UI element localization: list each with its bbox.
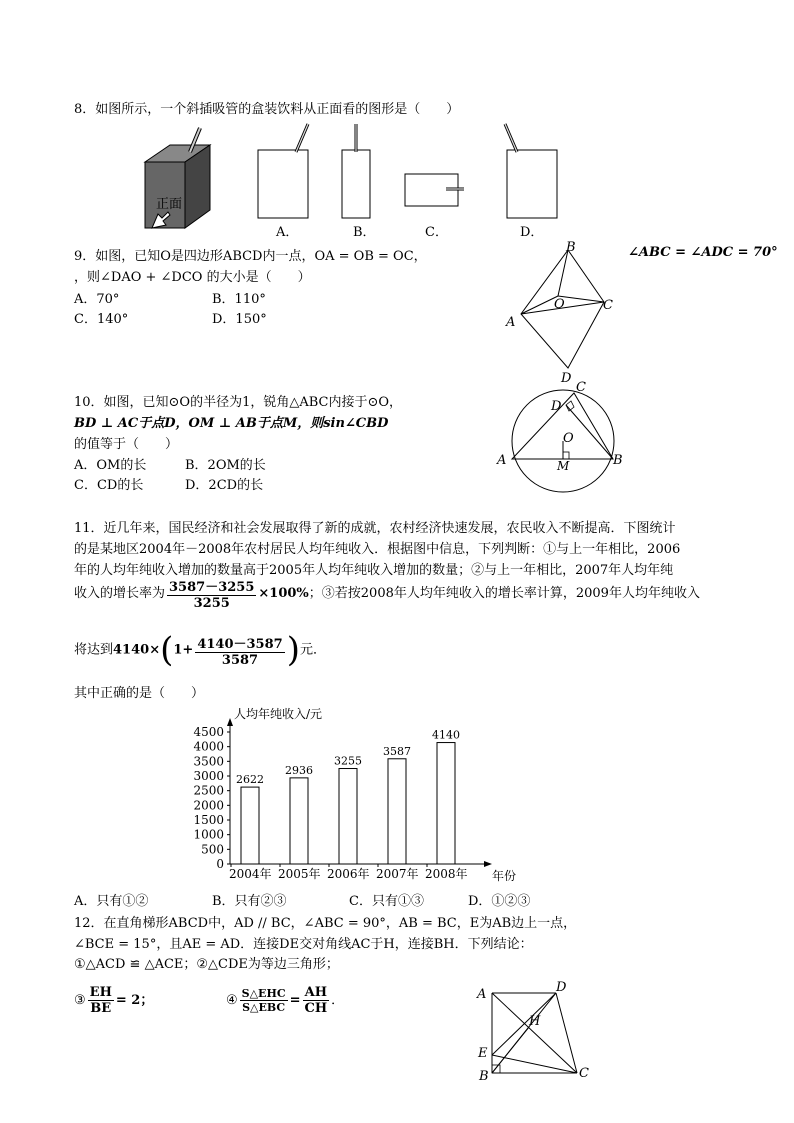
q11-line1: 11．近几年来，国民经济和社会发展取得了新的成就，农村经济快速发展，农民收入不断提高．下图统计 (74, 521, 676, 536)
svg-text:M: M (557, 459, 570, 473)
category-label-2007年: 2007年 (376, 867, 419, 881)
q8-stem: 8．如图所示，一个斜插吸管的盒装饮料从正面看的图形是（ ） (74, 102, 460, 117)
q11-line6: 其中正确的是（ ） (74, 686, 205, 701)
category-label-2006年: 2006年 (327, 867, 370, 881)
svg-text:C: C (603, 298, 613, 313)
q10-line3: 的值等于（ ） (74, 437, 179, 452)
svg-text:A: A (477, 987, 487, 1002)
svg-text:C: C (579, 1066, 589, 1081)
q11-option-d: D．①②③ (468, 894, 531, 909)
q8-option-b: B． (353, 225, 376, 240)
q9-angle-condition: ∠ABC = ∠ADC = 70° (628, 245, 778, 260)
svg-text:C: C (576, 380, 586, 395)
data-label-2004年: 2622 (236, 773, 264, 787)
q10-line1: 10．如图，已知⊙O的半径为1，锐角△ABC内接于⊙O， (74, 395, 403, 410)
svg-text:D: D (551, 399, 562, 414)
category-label-2004年: 2004年 (229, 867, 272, 881)
q10-option-c: C．CD的长 (74, 478, 144, 493)
q12-line2: ∠BCE = 15°，且AE = AD．连接DE交对角线AC于H，连接BH．下列结论： (74, 937, 533, 952)
category-label-2008年: 2008年 (425, 867, 468, 881)
q11-option-c: C．只有①③ (349, 894, 424, 909)
y-tick-label-500: 500 (201, 842, 224, 857)
q12-conclusion-3: ③ $\frac{EH}{BE}$ = 2； (74, 985, 154, 1016)
svg-text:A: A (506, 315, 516, 330)
q11-line4: 收入的增长率为 $\frac{3587-3255}{3255}$ ×100%；③若按2008年人均年纯收入的增长率计算，2009年人均年纯收入 (74, 576, 700, 611)
y-tick-label-2500: 2500 (193, 783, 224, 798)
q12-conclusion-4: ④ $\frac{\text{S△EHC}}{\text{S△EBC}}$ = $\frac{AH}{CH}$ ． (226, 985, 345, 1016)
q11-line5: 将达到4140×(1+ $\frac{4140-3587}{3587}$ )元． (74, 630, 326, 670)
y-tick-label-2000: 2000 (193, 798, 224, 813)
svg-text:A: A (497, 453, 507, 468)
q9-option-c: C．140° (74, 312, 129, 327)
data-label-2007年: 3587 (383, 744, 411, 758)
svg-text:B: B (613, 453, 623, 468)
q8-option-a: A． (276, 225, 299, 240)
svg-text:O: O (554, 297, 565, 312)
q10-line2: BD ⊥ AC于点D，OM ⊥ AB于点M，则sin∠CBD (74, 416, 389, 431)
q9-option-d: D．150° (212, 312, 267, 327)
svg-text:D: D (561, 371, 572, 386)
y-tick-label-4000: 4000 (193, 739, 224, 754)
q9-line1: 9．如图，已知O是四边形ABCD内一点，OA = OB = OC， (74, 249, 427, 264)
q12-line3: ①△ACD ≌ △ACE；②△CDE为等边三角形； (74, 957, 339, 972)
q9-option-b: B．110° (212, 292, 266, 307)
svg-text:H: H (529, 1014, 541, 1029)
svg-text:O: O (563, 431, 574, 446)
x-axis-label: 年份 (492, 869, 517, 883)
data-label-2005年: 2936 (285, 763, 313, 777)
chart-title: 人均年纯收入/元 (234, 707, 323, 721)
y-tick-label-3500: 3500 (193, 754, 224, 769)
q11-option-b: B．只有②③ (212, 894, 287, 909)
q8-option-c: C． (425, 225, 448, 240)
y-tick-label-0: 0 (216, 857, 224, 871)
svg-text:E: E (478, 1046, 488, 1061)
svg-text:B: B (566, 240, 576, 255)
svg-text:D: D (556, 980, 567, 995)
q11-line3: 年的人均年纯收入增加的数量高于2005年人均年纯收入增加的数量；②与上一年相比，2007年人均年纯 (74, 563, 674, 578)
category-label-2005年: 2005年 (278, 867, 321, 881)
y-tick-label-1500: 1500 (193, 813, 224, 827)
q9-line2: ，则∠DAO + ∠DCO 的大小是（ ） (74, 270, 311, 285)
y-tick-label-1000: 1000 (193, 827, 224, 842)
projection-fraction: $\frac{4140-3587}{3587}$ (195, 633, 284, 668)
y-tick-label-3000: 3000 (193, 769, 224, 783)
q12-line1: 12．在直角梯形ABCD中，AD // BC，∠ABC = 90°，AB = BC，E为AB边上一点， (74, 916, 577, 931)
q10-option-d: D．2CD的长 (185, 478, 264, 493)
q10-option-a: A．OM的长 (74, 458, 147, 473)
svg-text:B: B (479, 1069, 489, 1084)
data-label-2008年: 4140 (432, 728, 460, 742)
q10-option-b: B．2OM的长 (185, 458, 266, 473)
data-label-2006年: 3255 (334, 754, 362, 768)
q11-line2: 的是某地区2004年－2008年农村居民人均年纯收入．根据图中信息，下列判断：①与上一年相比，2006 (74, 542, 681, 557)
q9-option-a: A．70° (74, 292, 120, 307)
front-label: 正面 (156, 197, 183, 212)
growth-rate-fraction: $\frac{3587-3255}{3255}$ (167, 576, 256, 611)
y-tick-label-4500: 4500 (193, 725, 224, 739)
q8-option-d: D． (520, 225, 544, 240)
q11-option-a: A．只有①② (74, 894, 149, 909)
